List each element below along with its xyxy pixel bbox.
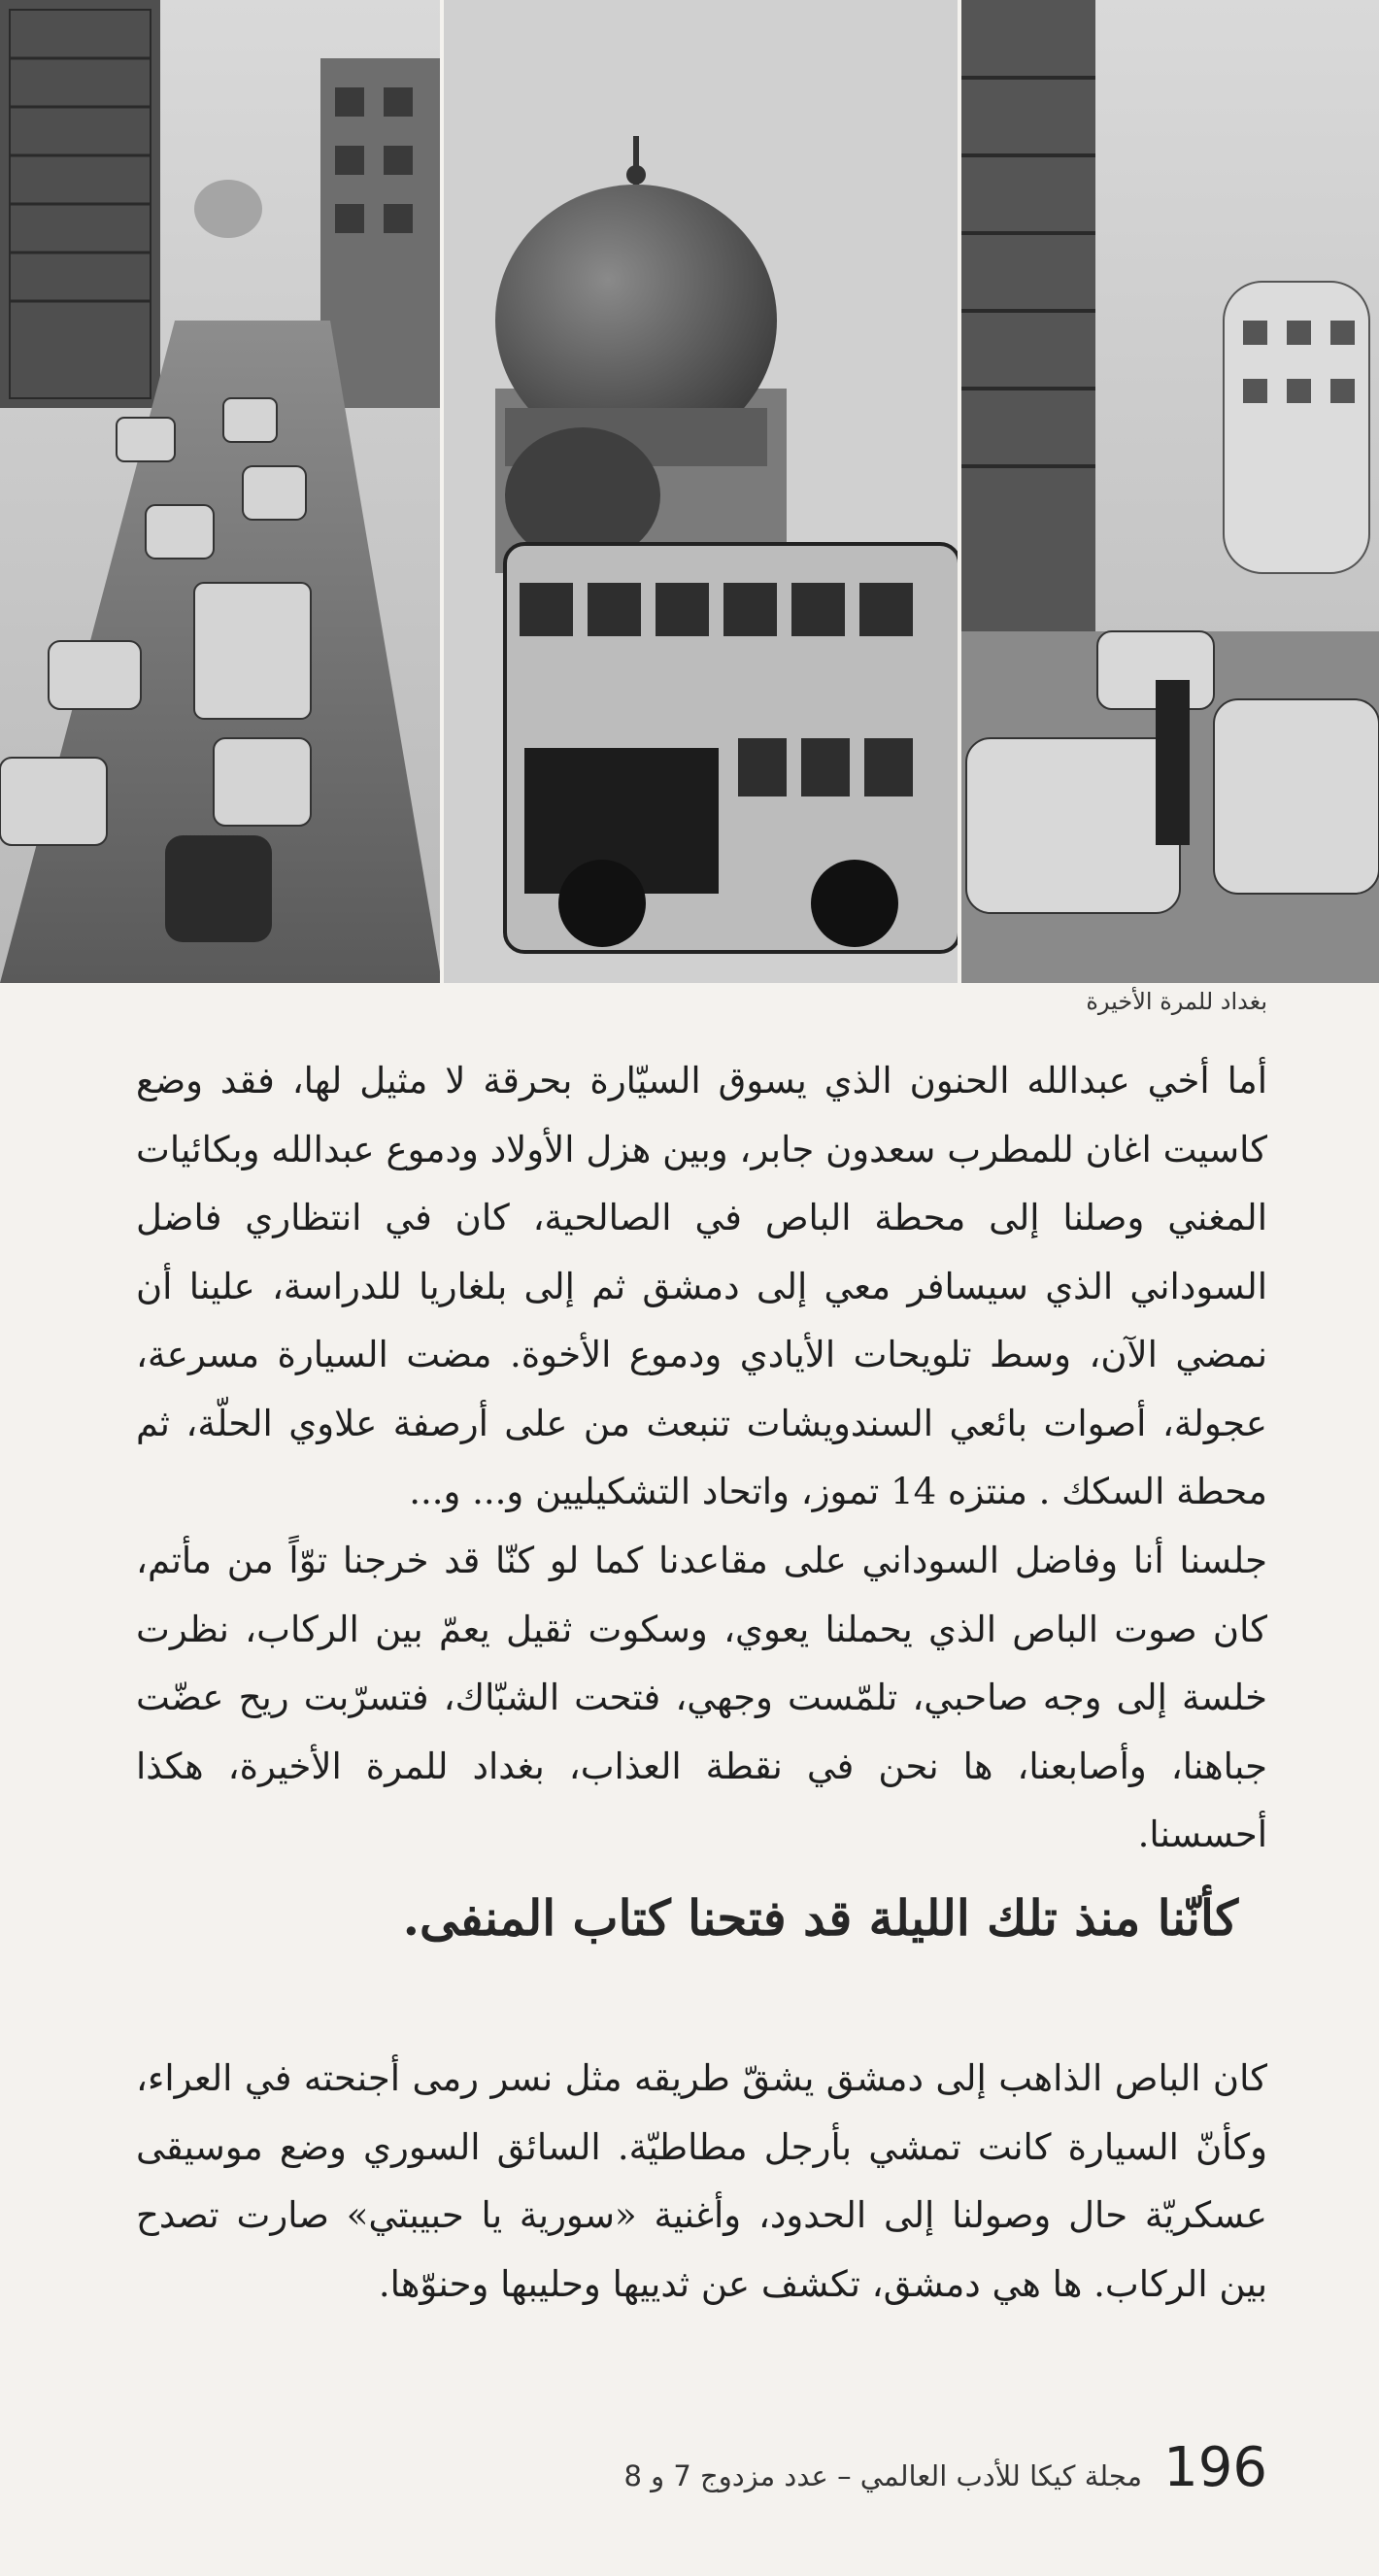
photo-illustration-icon xyxy=(0,0,1379,983)
body-paragraph-3: كان الباص الذاهب إلى دمشق يشقّ طريقه مثل نسر رمى أجنحته في العراء، وكأنّ السيارة كانت تمشي بأرجل مطاطيّة. السائق السوري وضع موسيقى عسكريّة حال وصولنا إلى الحدود، وأغنية «سورية يا حبيبتي» صارت تصدح بين الركاب. ها هي دمشق، تكشف عن ثدييها وحليبها وحنوّها. xyxy=(136,2057,1267,2305)
pull-quote: كأنّنا منذ تلك الليلة قد فتحنا كتاب المنفى. xyxy=(402,1889,1238,1947)
page-number: 196 xyxy=(1163,2436,1267,2499)
photo-caption: بغداد للمرة الأخيرة xyxy=(1086,988,1267,1015)
body-paragraph-1: أما أخي عبدالله الحنون الذي يسوق السيّارة بحرقة لا مثيل لها، فقد وضع كاسيت اغان للمطرب سعدون جابر، وبين هزل الأولاد ودموع عبدالله وبكائيات المغني وصلنا إلى محطة الباص في الصالحية، كان في انتظاري فاضل السوداني الذي سيسافر معي إلى دمشق ثم إلى بلغاريا للدراسة، علينا أن نمضي الآن، وسط تلويحات الأيادي ودموع الأخوة. مضت السيارة مسرعة، عجولة، أصوات بائعي السندويشات تنبعث من على أرصفة علاوي الحلّة، ثم محطة السكك . منتزه 14 تموز، واتحاد التشكيليين و... و... xyxy=(136,1060,1267,1512)
journal-title: مجلة كيكا للأدب العالمي – عدد مزدوج 7 و 8 xyxy=(623,2459,1143,2492)
page-footer xyxy=(623,2436,1267,2499)
body-paragraph-2: جلسنا أنا وفاضل السوداني على مقاعدنا كما لو كنّا قد خرجنا توّاً من مأتم، كان صوت الباص الذي يحملنا يعوي، وسكوت ثقيل يعمّ بين الركاب، نظرت خلسة إلى وجه صاحبي، تلمّست وجهي، فتحت الشبّاك، فتسرّبت ريح عضّت جباهنا، وأصابعنا، ها نحن في نقطة العذاب، بغداد للمرة الأخيرة، هكذا أحسسنا. xyxy=(136,1540,1267,1855)
baghdad-street-photo xyxy=(0,0,1379,983)
